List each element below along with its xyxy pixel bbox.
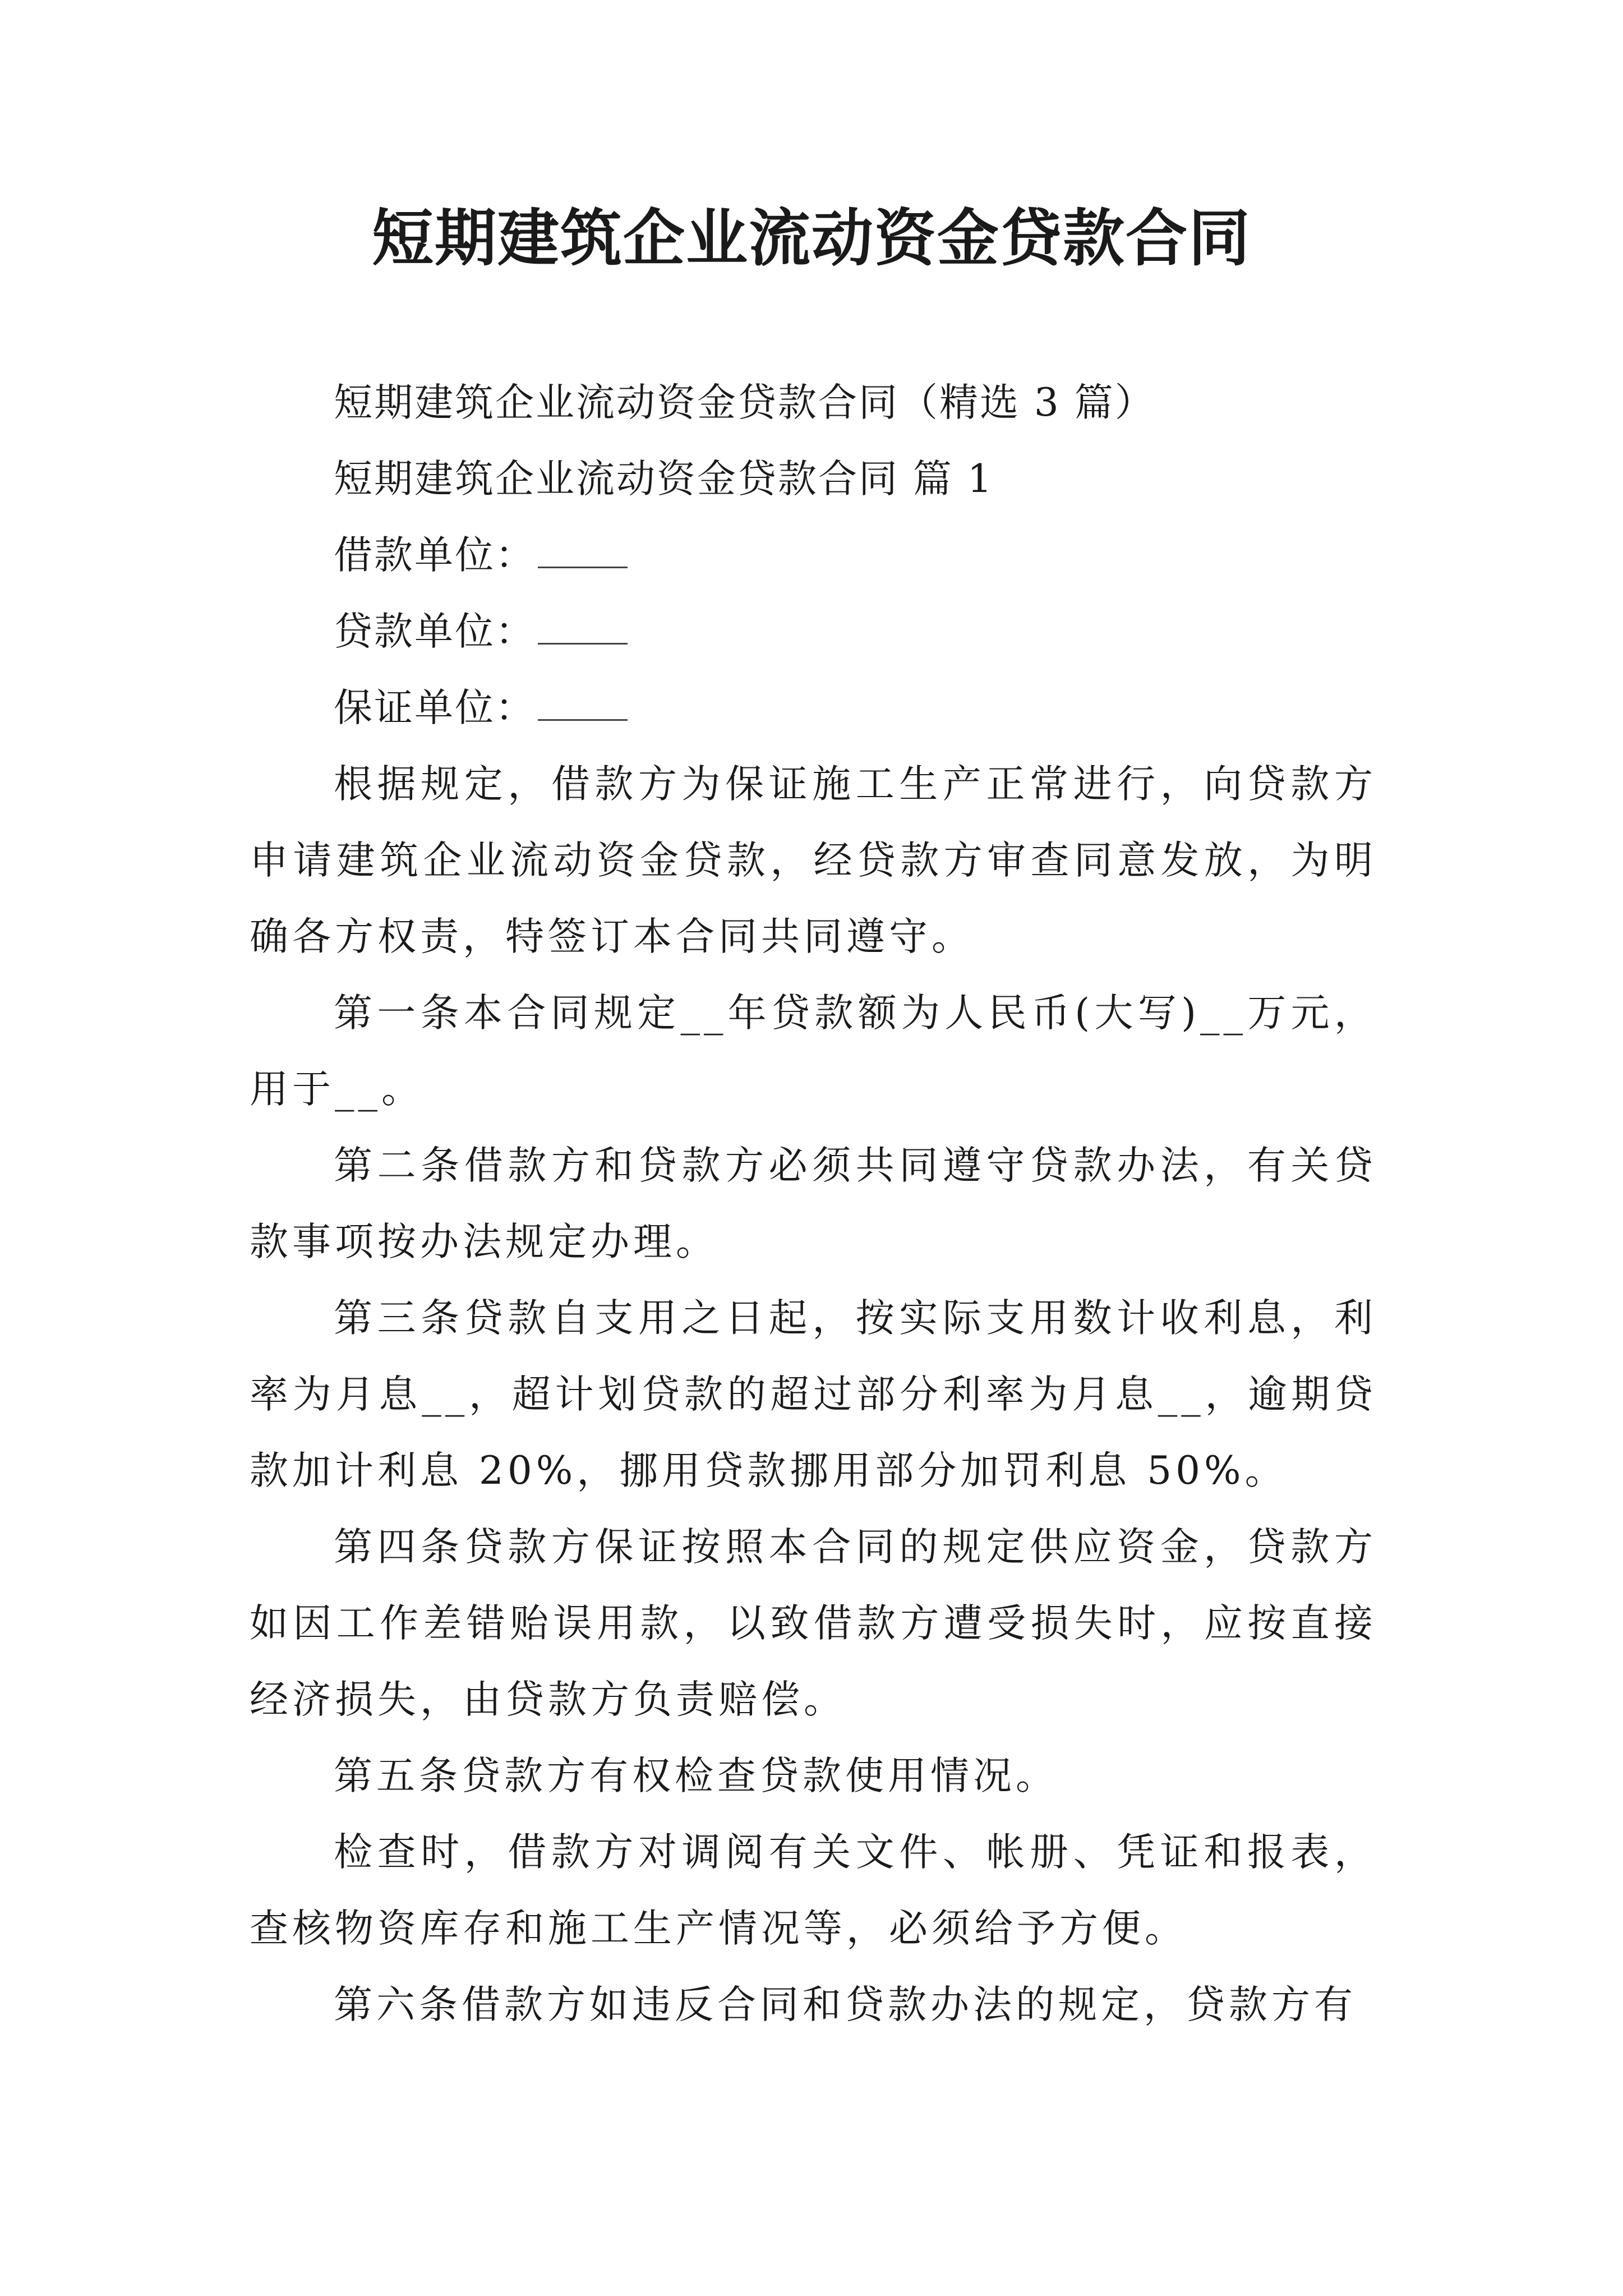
- paragraph-inspection: 检查时，借款方对调阅有关文件、帐册、凭证和报表，查核物资库存和施工生产情况等，必须给予方便。: [250, 1830, 1377, 1951]
- paragraph-article-4: 第四条贷款方保证按照本合同的规定供应资金，贷款方如因工作差错贻误用款，以致借款方遭受损失时，应按直接经济损失，由贷款方负责赔偿。: [250, 1525, 1377, 1722]
- document-subtitle: 短期建筑企业流动资金贷款合同（精选 3 篇）: [334, 380, 1155, 425]
- field-lender-label: 贷款单位：: [334, 609, 536, 654]
- field-lender-blank: [538, 620, 628, 645]
- document-title: 短期建筑企业流动资金贷款合同: [372, 202, 1251, 274]
- paragraph-article-1: 第一条本合同规定__年贷款额为人民币(大写)__万元，用于__。: [250, 991, 1377, 1112]
- paragraph-article-6: 第六条借款方如违反合同和贷款办法的规定，贷款方有: [334, 1982, 1357, 2027]
- field-guarantor-blank: [538, 697, 628, 721]
- paragraph-preamble: 根据规定，借款方为保证施工生产正常进行，向贷款方申请建筑企业流动资金贷款，经贷款方审查同意发放，为明确各方权责，特签订本合同共同遵守。: [250, 762, 1377, 959]
- field-guarantor: [250, 670, 1377, 746]
- section-heading: 短期建筑企业流动资金贷款合同 篇 1: [334, 457, 994, 501]
- paragraph-article-3: 第三条贷款自支用之日起，按实际支用数计收利息，利率为月息__，超计划贷款的超过部分利率为月息__，逾期贷款加计利息 20%，挪用贷款挪用部分加罚利息 50%。: [250, 1296, 1377, 1493]
- paragraph-article-2: 第二条借款方和贷款方必须共同遵守贷款办法，有关贷款事项按办法规定办理。: [250, 1143, 1377, 1264]
- field-borrower: [250, 517, 1377, 593]
- field-borrower-blank: [538, 544, 628, 568]
- field-borrower-label: 借款单位：: [334, 533, 536, 578]
- paragraph-article-5: 第五条贷款方有权检查贷款使用情况。: [334, 1754, 1058, 1798]
- field-lender: [250, 593, 1377, 670]
- field-guarantor-label: 保证单位：: [334, 685, 536, 730]
- document-body: [250, 365, 1377, 2043]
